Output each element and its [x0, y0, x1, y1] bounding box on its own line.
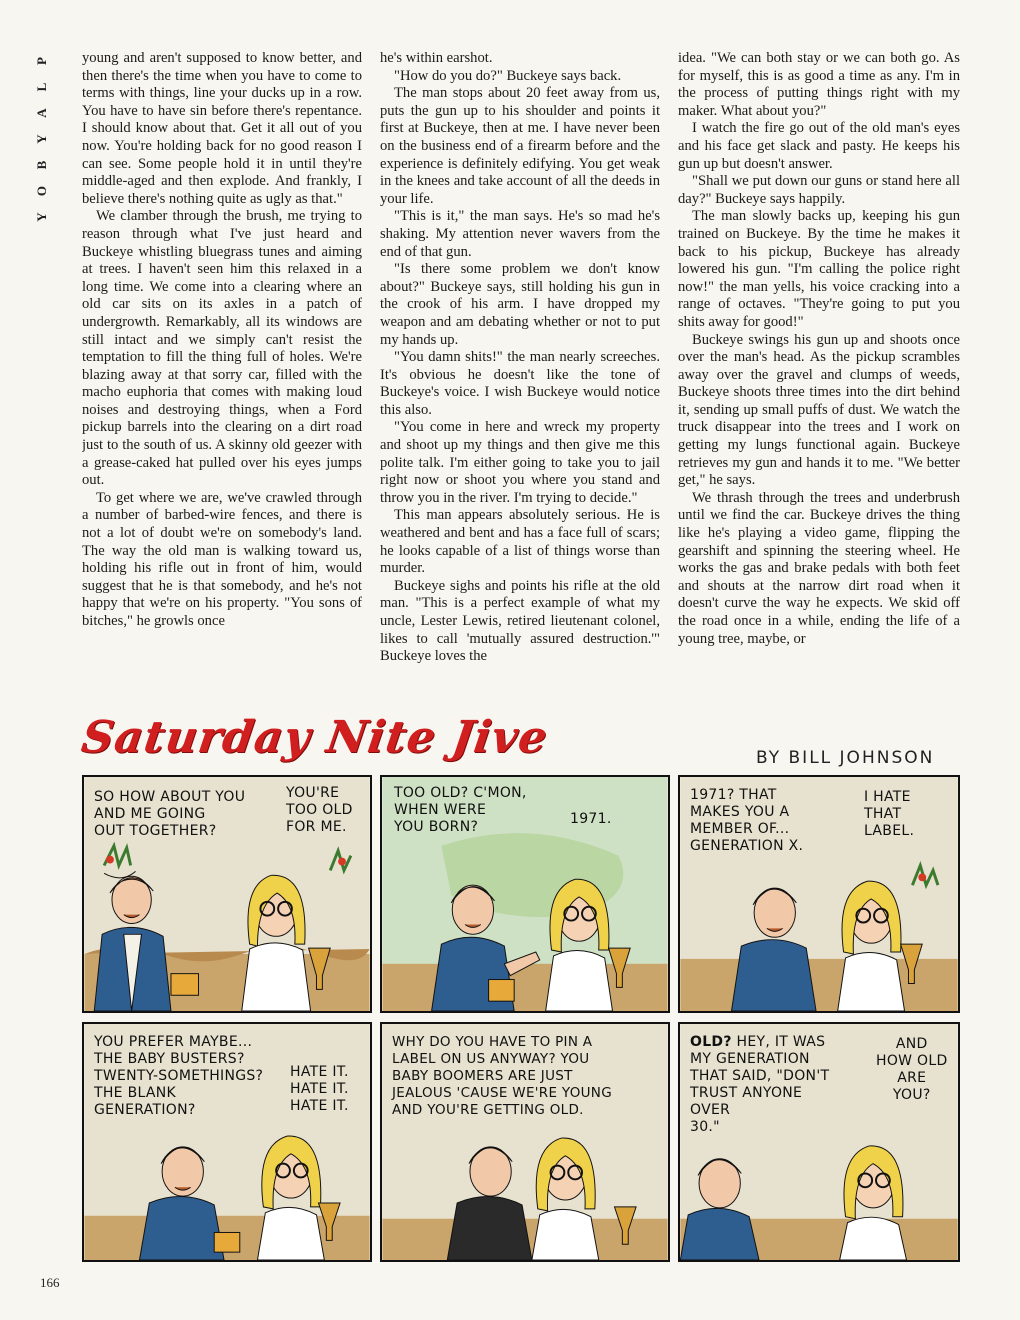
speech-bubble-man: 1971? THAT MAKES YOU A MEMBER OF... GENERATION X.: [690, 787, 804, 854]
paragraph: Buckeye sighs and points his rifle at the old man. "This is a perfect example of what my uncle, Lester Lewis, retired lieutenant colonel, likes to call 'mutually assured destruction.'" Buckeye loves the: [380, 577, 660, 665]
paragraph: "Shall we put down our guns or stand here all day?" Buckeye says happily.: [678, 173, 960, 207]
comic-byline: BY BILL JOHNSON: [756, 748, 935, 768]
masthead-letter: B: [34, 160, 49, 170]
paragraph: Buckeye swings his gun up and shoots once over the man's head. As the pickup scrambles away over the gravel and clumps of weeds, Buckeye shoots three times into the dirt behind it, sending up small puffs of dust. We watch the truck disappear into the trees and I work on getting my lungs functional again. Buckeye retrieves my gun and hands it to me. "We better get," he says.: [678, 331, 960, 489]
paragraph: he's within earshot.: [380, 50, 493, 66]
paragraph: "You damn shits!" the man nearly screeches. It's obvious he doesn't like the tone of Buckeye's voice. I wish Buckeye would notice this also.: [380, 349, 660, 418]
bubble-text: HEY, IT WAS MY GENERATION THAT SAID, "DON'T TRUST ANYONE OVER 30.": [690, 1034, 830, 1135]
masthead-letter: L: [34, 82, 49, 92]
speech-bubble-man: TOO OLD? C'MON, WHEN WERE YOU BORN?: [394, 785, 527, 835]
paragraph: This man appears absolutely serious. He is weathered and bent and has a face full of scars; he looks capable of a list of things worse than murder.: [380, 507, 660, 577]
masthead-letter: P: [34, 57, 49, 65]
speech-bubble-woman: I HATE THAT LABEL.: [864, 789, 915, 839]
emphasis-text: OLD?: [690, 1034, 732, 1050]
masthead-letter: A: [34, 108, 49, 118]
speech-bubble-man: YOU PREFER MAYBE... THE BABY BUSTERS? TWENTY-SOMETHINGS? THE BLANK GENERATION?: [94, 1034, 264, 1118]
comic-panel-2: [380, 775, 670, 1013]
paragraph: idea. "We can both stay or we can both go. As for myself, this is as good a time as any. I'm in the process of putting things right with my maker. What about you?": [678, 50, 960, 119]
comic-panel-6: [678, 1022, 960, 1262]
paragraph: I watch the fire go out of the old man's eyes and his face get slack and pasty. He keeps his gun up but doesn't answer.: [678, 120, 960, 172]
comic-panel-1: [82, 775, 372, 1013]
paragraph: "How do you do?" Buckeye says back.: [394, 67, 622, 84]
speech-bubble-woman: AND HOW OLD ARE YOU?: [876, 1036, 948, 1103]
article-column-3: [678, 50, 960, 700]
comic-title: Saturday Nite Jive: [78, 712, 552, 763]
paragraph: The man slowly backs up, keeping his gun trained on Buckeye. By the time he makes it back to his pickup, Buckeye has already lowered his gun. "I'm calling the police right now!" the man yells, his voice cracking into a range of octaves. "They're going to put you shits away for good!": [678, 208, 960, 330]
paragraph: young and aren't supposed to know better, and then there's the time when you have to come to terms with things, line your ducks up in a row. You have to have sin before there's repentance. I should know about that. Get it all out of you now. You're holding back for no good reason I can see. Some people hold it in until they're middle-aged and then explode. And frankly, I believe there's nothing quite as ugly as that.": [82, 50, 362, 207]
article-column-1: [82, 50, 362, 700]
masthead-letter: O: [34, 185, 49, 197]
paragraph: "You come in here and wreck my property and shoot up my things and then give me this polite talk. I'm either going to take you to jail right now or shoot you where you stand and throw you in the river. I'm trying to decide.": [380, 419, 660, 506]
speech-bubble-woman: 1971.: [570, 811, 612, 827]
page-number: 166: [40, 1275, 60, 1290]
article-column-2: [380, 50, 660, 700]
comic-panel-5: [380, 1022, 670, 1262]
masthead-letter: Y: [34, 134, 49, 144]
speech-bubble-woman: YOU'RE TOO OLD FOR ME.: [286, 785, 353, 835]
paragraph: We thrash through the trees and underbrush until we find the car. Buckeye drives the thing like he's playing a video game, flipping the gearshift and spinning the steering wheel. He works the gas and brake pedals with both feet and shouts at the narrow dirt road when it doesn't curve the way he expects. We skid off the road once in a while, ending the life of a young tree, maybe, or: [678, 489, 960, 647]
speech-bubble-woman: WHY DO YOU HAVE TO PIN A LABEL ON US ANYWAY? YOU BABY BOOMERS ARE JUST JEALOUS 'CAUSE WE'RE YOUNG AND YOU'RE GETTING OLD.: [392, 1034, 612, 1118]
comic-panel-4: [82, 1022, 372, 1262]
masthead-letter: Y: [34, 212, 49, 222]
comic-panel-3: [678, 775, 960, 1013]
paragraph: To get where we are, we've crawled through a number of barbed-wire fences, and there is not a lot of doubt we're on somebody's land. The way the old man is walking toward us, holding his rifle out in front of him, would suggest that he is that somebody, and he's not happy that we're on his property. "You sons of bitches," he growls once: [82, 489, 362, 629]
speech-bubble-woman: HATE IT. HATE IT. HATE IT.: [290, 1064, 349, 1114]
paragraph: We clamber through the brush, me trying to reason through what I've just heard and Buckeye whistling bluegrass tunes and aiming at trees. I haven't seen him this relaxed in a long time. We come into a clearing where an old car sits on its axles in a patch of undergrowth. Remarkably, all its windows are still intact and we simply can't resist the temptation to fill the thing full of holes. We're blazing away at that sorry car, filled with the macho euphoria that comes with making loud noises and destroying things, when a Ford pickup barrels into the clearing on a dirt road just to the south of us. A skinny old geezer with a grease-caked hat pulled over his eyes jumps out.: [82, 208, 362, 489]
speech-bubble-man: [690, 1034, 829, 1136]
paragraph: The man stops about 20 feet away from us, puts the gun up to his shoulder and points it first at Buckeye, then at me. I have never been on the business end of a firearm before and the experience is definitely edifying. You get weak in the knees and take account of all the deeds in your life.: [380, 85, 660, 207]
paragraph: "Is there some problem we don't know about?" Buckeye says, still holding his gun in the crook of his arm. I have dropped my weapon and am debating whether or not to put my hands up.: [380, 261, 660, 348]
magazine-masthead: [30, 48, 54, 230]
paragraph: "This is it," the man says. He's so mad he's shaking. My attention never wavers from the end of that gun.: [380, 208, 660, 260]
speech-bubble-man: SO HOW ABOUT YOU AND ME GOING OUT TOGETHER?: [94, 789, 246, 839]
